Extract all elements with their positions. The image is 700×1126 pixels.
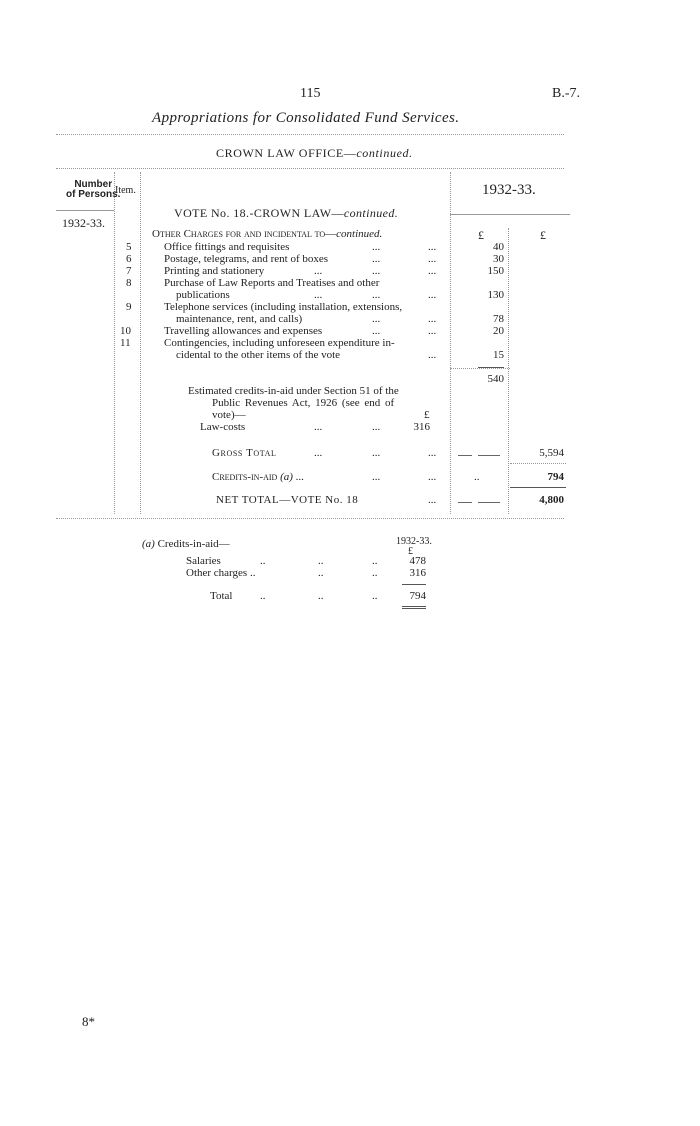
footnote-row-label: Other charges ..	[186, 567, 256, 579]
item-description: Purchase of Law Reports and Treatises and other	[164, 277, 380, 289]
other-charges-heading: Other Charges for and incidental to—continued.	[152, 228, 383, 240]
vote-continued: continued.	[343, 206, 399, 220]
item-leader: ...	[428, 253, 437, 265]
item-number: 7	[126, 265, 132, 277]
footnote-marker: (a)	[142, 538, 155, 550]
gross-total-leader: ...	[314, 447, 323, 459]
persons-header-line1: Number	[74, 179, 113, 190]
footnote-leader: ..	[372, 555, 378, 567]
item-number: 11	[120, 337, 131, 349]
gross-total-amount: 5,594	[539, 447, 564, 459]
gross-total-leader: ...	[372, 447, 381, 459]
item-description-cont: maintenance, rent, and calls)	[176, 313, 303, 325]
item-amount: 30	[493, 253, 504, 265]
credits-in-aid-leader: ...	[428, 471, 437, 483]
subtotal-column-rule	[450, 368, 510, 369]
footnote-row-label: Salaries	[186, 555, 221, 567]
other-charges-label: Other Charges for and incidental to	[152, 228, 326, 240]
page-footer-mark: 8*	[82, 1014, 95, 1029]
credits-in-aid-leader: ..	[474, 471, 480, 483]
item-number: 6	[126, 253, 132, 265]
table-bottom-rule	[56, 518, 564, 519]
footnote-total-rule	[402, 584, 426, 585]
subtotal-amount: 540	[487, 373, 504, 385]
item-description: Printing and stationery	[164, 265, 265, 277]
net-total-amount: 4,800	[539, 494, 564, 506]
credits-in-aid-text: Credits-in-aid	[212, 471, 278, 483]
credits-in-aid-leader: ...	[372, 471, 381, 483]
item-amount: 15	[493, 349, 504, 361]
item-leader: ...	[314, 265, 323, 277]
footnote-double-rule	[402, 608, 426, 609]
year-column-header: 1932-33.	[482, 182, 536, 198]
footnote-leader: ..	[318, 555, 324, 567]
other-charges-continued: continued.	[336, 228, 383, 240]
credits-in-aid-ref: (a)	[280, 471, 293, 483]
amount-column-divider	[450, 172, 451, 514]
item-column-header: Item.	[115, 185, 136, 196]
year-header-rule	[450, 214, 570, 215]
subamount-column-divider	[508, 228, 509, 514]
persons-header-rule	[56, 210, 114, 211]
item-leader: ...	[428, 313, 437, 325]
footnote-leader: ..	[260, 590, 266, 602]
net-total-dash	[478, 502, 500, 503]
persons-column-header	[66, 180, 120, 200]
item-amount: 40	[493, 241, 504, 253]
credits-note-line2: Public Revenues Act, 1926 (see end of	[212, 397, 395, 409]
item-description-cont: cidental to the other items of the vote	[176, 349, 341, 361]
persons-year: 1932-33.	[62, 216, 105, 230]
item-leader: ...	[428, 289, 437, 301]
currency-right: £	[540, 228, 546, 242]
item-leader: ...	[428, 241, 437, 253]
section-name: CROWN LAW OFFICE	[216, 146, 344, 160]
persons-column-divider	[114, 172, 115, 514]
item-leader: ...	[428, 349, 437, 361]
item-leader: ...	[372, 241, 381, 253]
footnote-total-label: Total	[210, 590, 233, 602]
gross-total-label: Gross Total	[212, 447, 277, 459]
footnote-pound: £	[408, 546, 413, 557]
footnote-row-amount: 478	[409, 555, 426, 567]
item-description: Office fittings and requisites	[164, 241, 290, 253]
item-number: 8	[126, 277, 132, 289]
currency-left: £	[478, 228, 484, 242]
credits-note-line1: Estimated credits-in-aid under Section 51 of the	[188, 385, 399, 397]
footnote-double-rule	[402, 606, 426, 607]
item-amount: 150	[487, 265, 504, 277]
footnote-heading	[142, 538, 230, 550]
law-costs-leader: ...	[372, 421, 381, 433]
item-description: Postage, telegrams, and rent of boxes	[164, 253, 329, 265]
vote-title: VOTE No. 18.-CROWN LAW—continued.	[174, 206, 399, 220]
footnote-row-amount: 316	[409, 567, 426, 579]
credits-in-aid-rule	[510, 487, 566, 488]
footnote-total-amount: 794	[409, 590, 426, 602]
footnote-leader: ..	[372, 590, 378, 602]
item-amount: 20	[493, 325, 504, 337]
item-leader: ...	[428, 325, 437, 337]
gross-total-leader: ...	[428, 447, 437, 459]
persons-header-line2: of Persons.	[66, 189, 121, 200]
item-leader: ...	[372, 265, 381, 277]
page-title: Appropriations for Consolidated Fund Services.	[152, 110, 460, 126]
law-costs-leader: ...	[314, 421, 323, 433]
credits-in-aid-leader: ...	[295, 471, 304, 483]
item-leader: ...	[428, 265, 437, 277]
credits-note-line3: vote)—	[212, 409, 246, 421]
footnote-leader: ..	[260, 555, 266, 567]
page-number: 115	[300, 86, 321, 101]
credits-in-aid-amount: 794	[547, 471, 564, 483]
vote-name: VOTE No. 18.-CROWN LAW	[174, 206, 332, 220]
net-total-leader: ...	[428, 494, 437, 506]
section-heading: CROWN LAW OFFICE—continued.	[216, 146, 413, 160]
footnote-leader: ..	[318, 590, 324, 602]
item-column-divider	[140, 172, 141, 514]
item-leader: ...	[314, 289, 323, 301]
item-amount: 78	[493, 313, 504, 325]
item-description-cont: publications	[176, 289, 230, 301]
item-number: 9	[126, 301, 132, 313]
footnote-leader: ..	[318, 567, 324, 579]
section-continued: continued.	[356, 146, 413, 160]
section-rule	[56, 168, 564, 169]
item-leader: ...	[372, 325, 381, 337]
gross-total-dash	[478, 455, 500, 456]
document-reference: B.-7.	[552, 86, 580, 101]
item-description: Travelling allowances and expenses	[164, 325, 323, 337]
footnote-year: 1932-33.	[396, 536, 432, 547]
credits-note-pound: £	[424, 409, 430, 421]
item-description: Telephone services (including installation, extensions,	[164, 301, 403, 313]
item-amount: 130	[487, 289, 504, 301]
net-total-dash	[458, 502, 472, 503]
gross-total-dash	[458, 455, 472, 456]
item-number: 10	[120, 325, 131, 337]
net-total-label: NET TOTAL—VOTE No. 18	[216, 494, 359, 506]
item-leader: ...	[372, 253, 381, 265]
title-rule	[56, 134, 564, 135]
item-leader: ...	[372, 289, 381, 301]
footnote-leader: ..	[372, 567, 378, 579]
credits-in-aid-label	[212, 471, 304, 483]
item-leader: ...	[372, 313, 381, 325]
gross-total-rule	[510, 463, 566, 464]
law-costs-amount: 316	[413, 421, 430, 433]
item-number: 5	[126, 241, 132, 253]
item-description: Contingencies, including unforeseen expenditure in-	[164, 337, 395, 349]
footnote-title: Credits-in-aid—	[157, 538, 230, 550]
law-costs-label: Law-costs	[200, 421, 246, 433]
